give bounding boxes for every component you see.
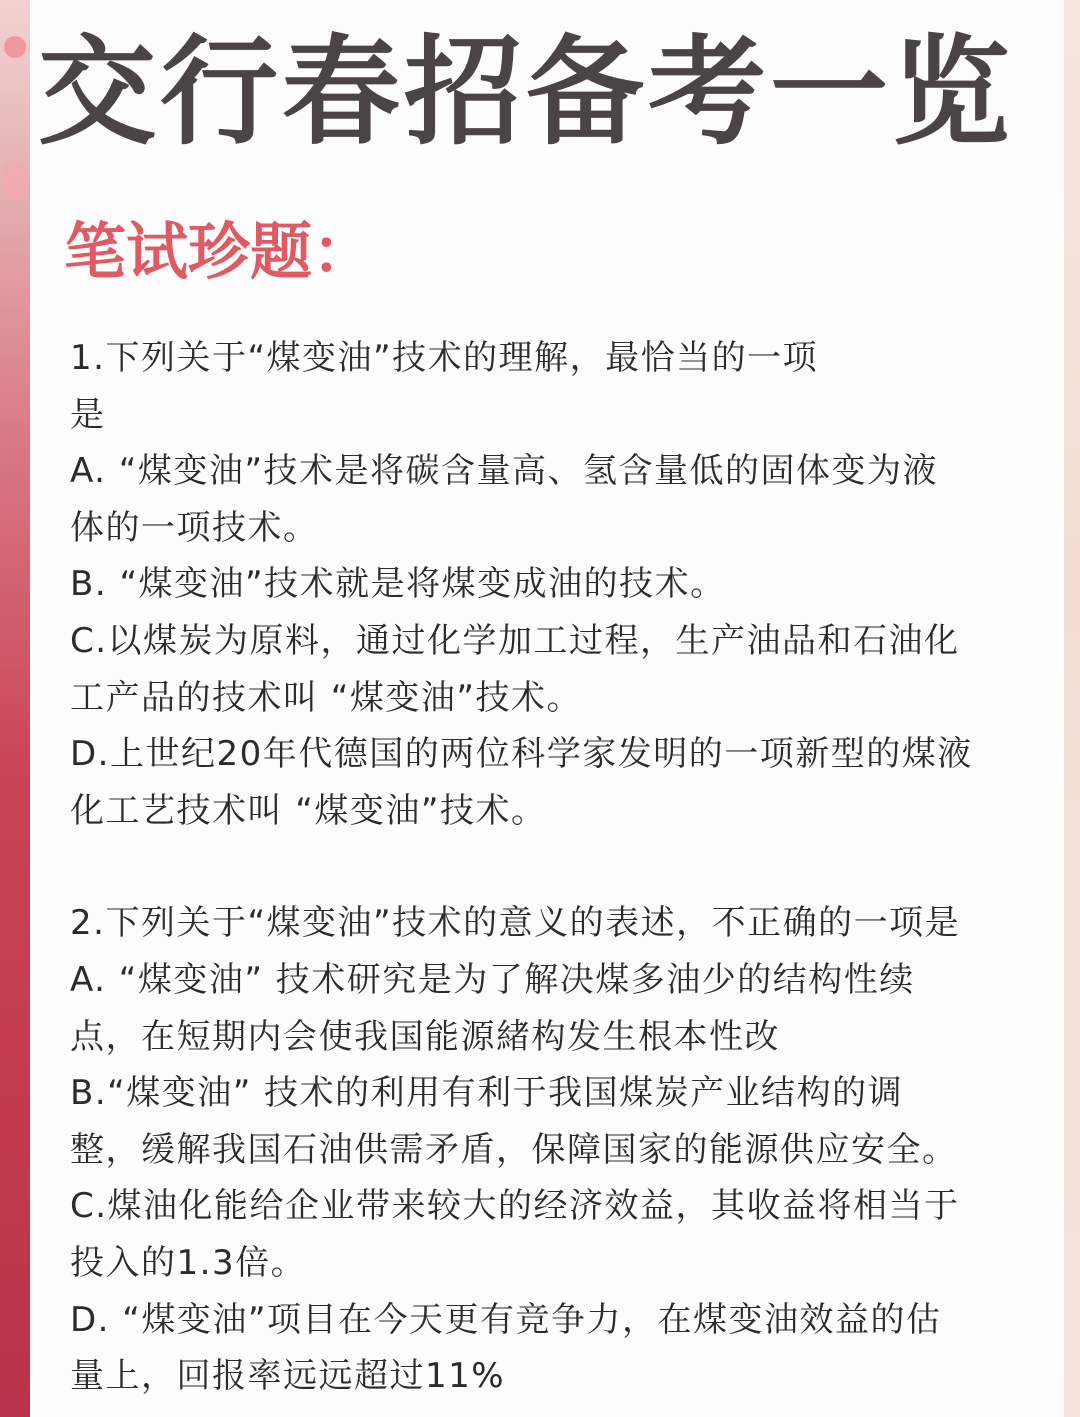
option-b: B.“煤变油” 技术的利用有利于我国煤炭产业结构的调 bbox=[70, 1073, 904, 1114]
question-1 bbox=[70, 330, 1055, 839]
right-decorative-border bbox=[1064, 0, 1080, 1417]
page-title: 交行春招备考一览 bbox=[38, 23, 1015, 161]
option-d: D. “煤变油”项目在今天更有竞争力，在煤变油效益的估 bbox=[70, 1299, 942, 1340]
question-1-line: 是 bbox=[70, 394, 106, 435]
question-gap bbox=[70, 839, 1055, 895]
option-a: A. “煤变油” 技术研究是为了解决煤多油少的结构性续 bbox=[70, 959, 915, 1000]
question-2 bbox=[70, 895, 1055, 1404]
question-list bbox=[70, 330, 1055, 1405]
option-c-cont: 投入的1.3倍。 bbox=[70, 1242, 307, 1283]
option-c: C.以煤炭为原料，通过化学加工过程，生产油品和石油化 bbox=[70, 620, 960, 661]
option-c: C.煤油化能给企业带来较大的经济效益，其收益将相当于 bbox=[70, 1186, 960, 1227]
option-d: D.上世纪20年代德国的两位科学家发明的一项新型的煤液 bbox=[70, 734, 973, 775]
option-d-cont: 化工艺技术叫 “煤变油”技术。 bbox=[70, 790, 547, 831]
left-decorative-border bbox=[0, 0, 30, 1417]
option-b: B. “煤变油”技术就是将煤变成油的技术。 bbox=[70, 564, 726, 605]
option-a-cont: 点，在短期内会使我国能源緒构发生根本性改 bbox=[70, 1016, 780, 1057]
option-a: A. “煤变油”技术是将碳含量高、氢含量低的固体变为液 bbox=[70, 451, 939, 492]
option-b-cont: 整，缓解我国石油供需矛盾，保障国家的能源供应安全。 bbox=[70, 1129, 958, 1170]
decorative-dot bbox=[2, 160, 28, 200]
question-2-line: 2.下列关于“煤变油”技术的意义的表述，不正确的一项是 bbox=[70, 903, 961, 944]
section-heading: 笔试珍题： bbox=[64, 215, 375, 288]
option-c-cont: 工产品的技术叫 “煤变油”技术。 bbox=[70, 677, 583, 718]
option-d-cont: 量上，回报率远远超过11% bbox=[70, 1356, 506, 1397]
option-a-cont: 体的一项技术。 bbox=[70, 507, 319, 548]
question-1-line: 1.下列关于“煤变油”技术的理解，最恰当的一项 bbox=[70, 338, 819, 378]
decorative-dot bbox=[4, 36, 26, 58]
